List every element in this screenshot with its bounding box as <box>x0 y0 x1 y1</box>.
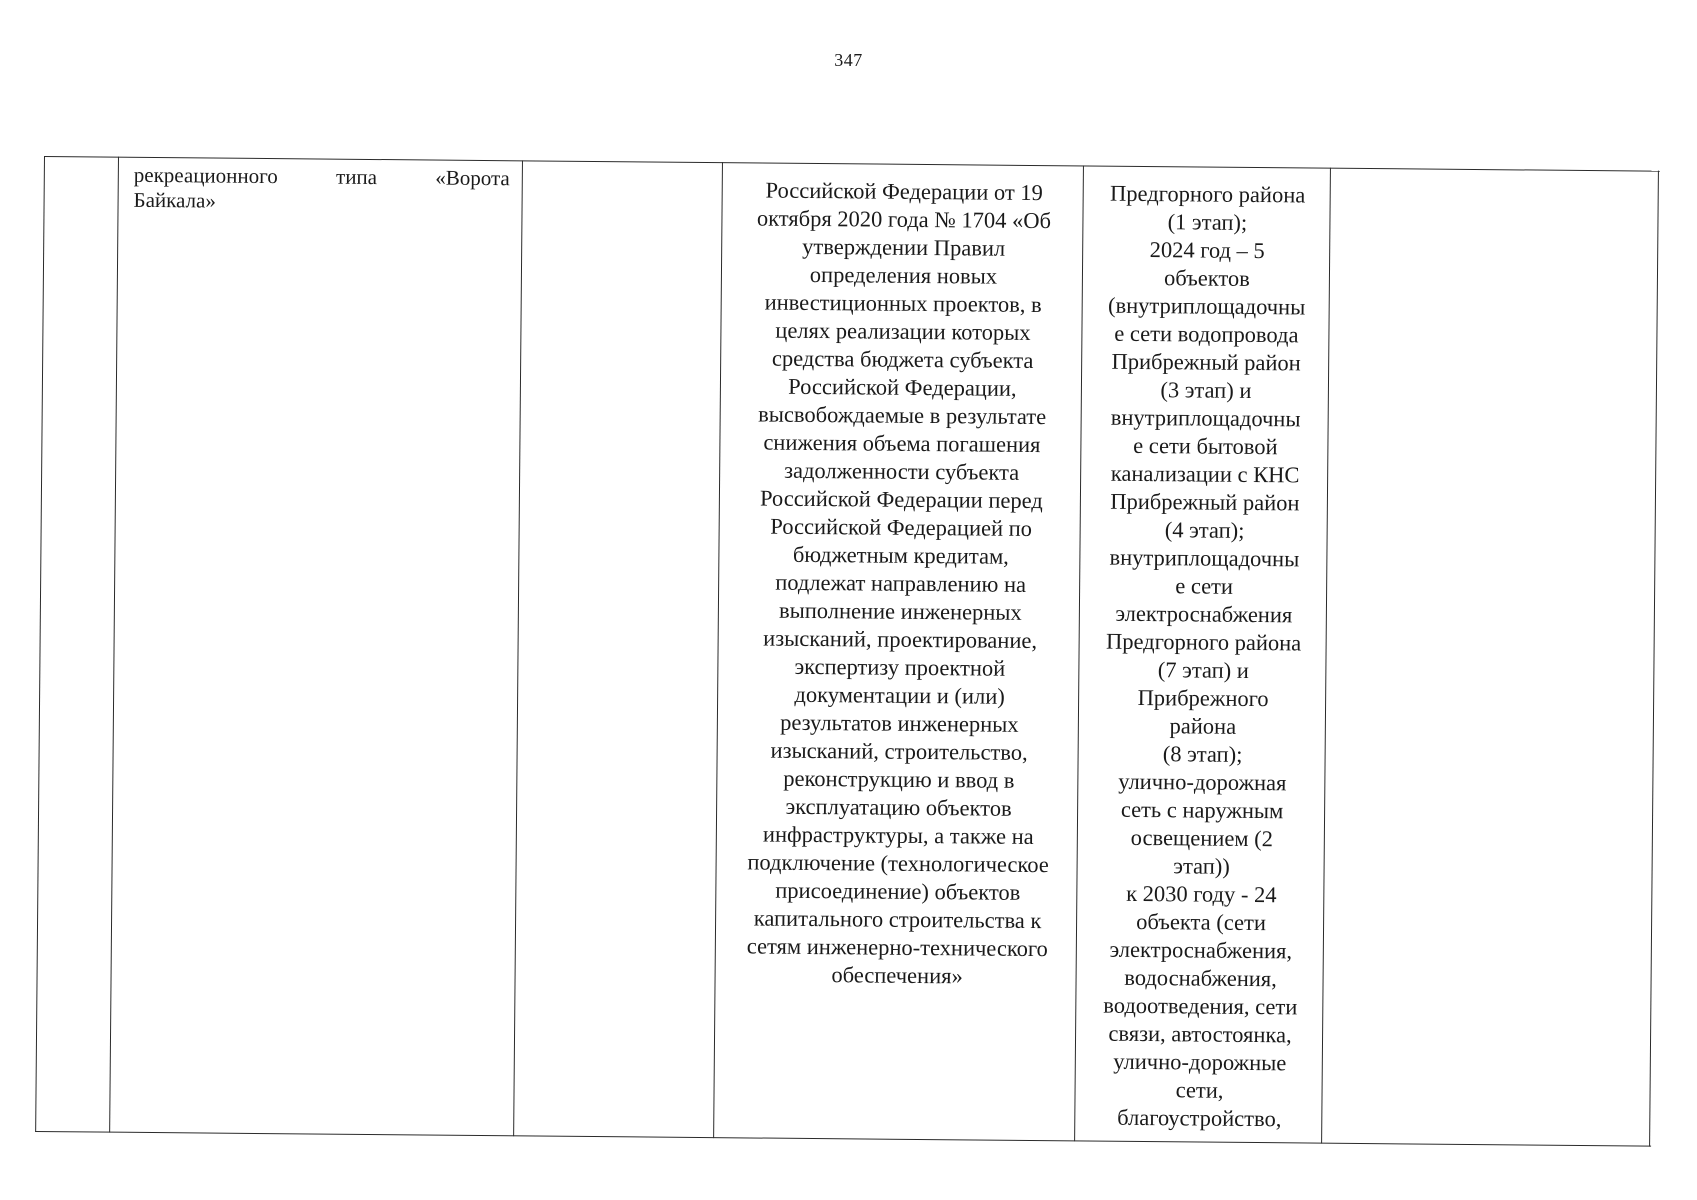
stages-line: электроснабжения <box>1115 600 1293 628</box>
legal-basis-line: эксплуатацию объектов <box>785 793 1012 821</box>
stages-line: внутриплощадочны <box>1110 404 1301 432</box>
legal-basis-line: бюджетным кредитам, <box>792 541 1010 569</box>
stages-line: внутриплощадочны <box>1109 544 1300 572</box>
stages-line: сеть с наружным <box>1120 796 1284 824</box>
stages-line: Прибрежный район <box>1111 348 1301 376</box>
legal-basis-line: присоединение) объектов <box>775 877 1021 905</box>
legal-basis-line: инфраструктуры, а также на <box>762 821 1034 850</box>
legal-basis-line: снижения объема погашения <box>763 429 1041 458</box>
legal-basis-line: утверждении Правил <box>802 233 1006 261</box>
stages-line: улично-дорожная <box>1118 768 1287 796</box>
table-left-border <box>35 156 45 1132</box>
stages-line: улично-дорожные <box>1113 1048 1287 1076</box>
legal-basis-line: экспертизу проектной <box>794 653 1006 681</box>
stages-line: благоустройство, <box>1117 1104 1282 1132</box>
legal-basis-line: изысканий, строительство, <box>770 737 1028 765</box>
stages-line: е сети водопровода <box>1114 320 1299 348</box>
stages-line: водоснабжения, <box>1124 964 1277 992</box>
stages-line: к 2030 году - 24 <box>1126 880 1277 908</box>
project-name-word: рекреационного <box>133 162 278 189</box>
stages-line: (8 этап); <box>1162 741 1243 767</box>
project-name-line <box>134 163 510 191</box>
stages-line: Прибрежного <box>1137 684 1269 712</box>
project-name-cell <box>115 157 518 1137</box>
legal-basis-line: Российской Федерации, <box>788 373 1017 401</box>
legal-basis-line: сетям инженерно-технического <box>746 933 1048 962</box>
legal-basis-line: капитального строительства к <box>753 905 1042 934</box>
legal-basis-line: Российской Федерацией по <box>770 513 1033 541</box>
legal-basis-line: октября 2020 года № 1704 «Об <box>756 205 1052 234</box>
legal-basis-line: подключение (технологическое <box>747 849 1049 878</box>
legal-basis-line: инвестиционных проектов, в <box>764 289 1042 318</box>
stages-line: (внутриплощадочны <box>1107 292 1306 320</box>
legal-basis-line: выполнение инженерных <box>778 597 1022 625</box>
legal-basis-line: реконструкцию и ввод в <box>783 765 1015 793</box>
stages-line: Прибрежный район <box>1110 488 1300 516</box>
stages-line: 2024 год – 5 <box>1149 237 1265 264</box>
stages-line: объекта (сети <box>1136 908 1267 936</box>
legal-basis-line: результатов инженерных <box>780 709 1019 737</box>
legal-basis-line: обеспечения» <box>831 962 963 989</box>
stages-line: Предгорного района <box>1109 180 1306 208</box>
project-name-line: Байкала» <box>133 187 217 213</box>
stages-line: канализации с КНС <box>1110 460 1300 488</box>
stages-line: (3 этап) и <box>1160 377 1252 403</box>
project-name-word: типа <box>335 164 378 190</box>
table-right-border <box>1649 171 1659 1147</box>
legal-basis-line: подлежат направлению на <box>775 569 1027 597</box>
project-name-word: «Ворота <box>435 165 510 191</box>
stages-line: этап)) <box>1173 853 1230 879</box>
stages-line: е сети бытовой <box>1133 432 1278 460</box>
legal-basis-line: определения новых <box>809 261 998 289</box>
legal-basis-line: Российской Федерации перед <box>759 485 1043 514</box>
stages-line: е сети <box>1175 573 1234 599</box>
legal-basis-line: целях реализации которых <box>775 317 1031 345</box>
stages-line: водоотведения, сети <box>1103 992 1298 1020</box>
legal-basis-line: документации и (или) <box>794 681 1005 709</box>
stages-cell <box>1079 165 1328 1143</box>
stages-line: (7 этап) и <box>1157 657 1250 683</box>
page-number: 347 <box>834 50 863 70</box>
legal-basis-line: средства бюджета субъекта <box>771 345 1034 373</box>
document-table <box>35 156 1660 1147</box>
stages-line: сети, <box>1175 1077 1224 1103</box>
stages-line: (4 этап); <box>1164 517 1245 543</box>
stages-line: электроснабжения, <box>1109 936 1293 964</box>
stages-line: (1 этап); <box>1167 209 1248 235</box>
legal-basis-cell <box>718 162 1082 1141</box>
stages-line: Предгорного района <box>1105 628 1302 656</box>
stages-line: района <box>1169 713 1237 739</box>
legal-basis-line: задолженности субъекта <box>784 457 1020 485</box>
stages-line: связи, автостоянка, <box>1108 1020 1292 1048</box>
stages-line: объектов <box>1163 265 1250 291</box>
legal-basis-line: Российской Федерации от 19 <box>765 177 1043 206</box>
legal-basis-line: высвобождаемые в результате <box>758 401 1047 430</box>
stages-line: освещением (2 <box>1130 824 1274 852</box>
legal-basis-line: изысканий, проектирование, <box>763 625 1038 654</box>
